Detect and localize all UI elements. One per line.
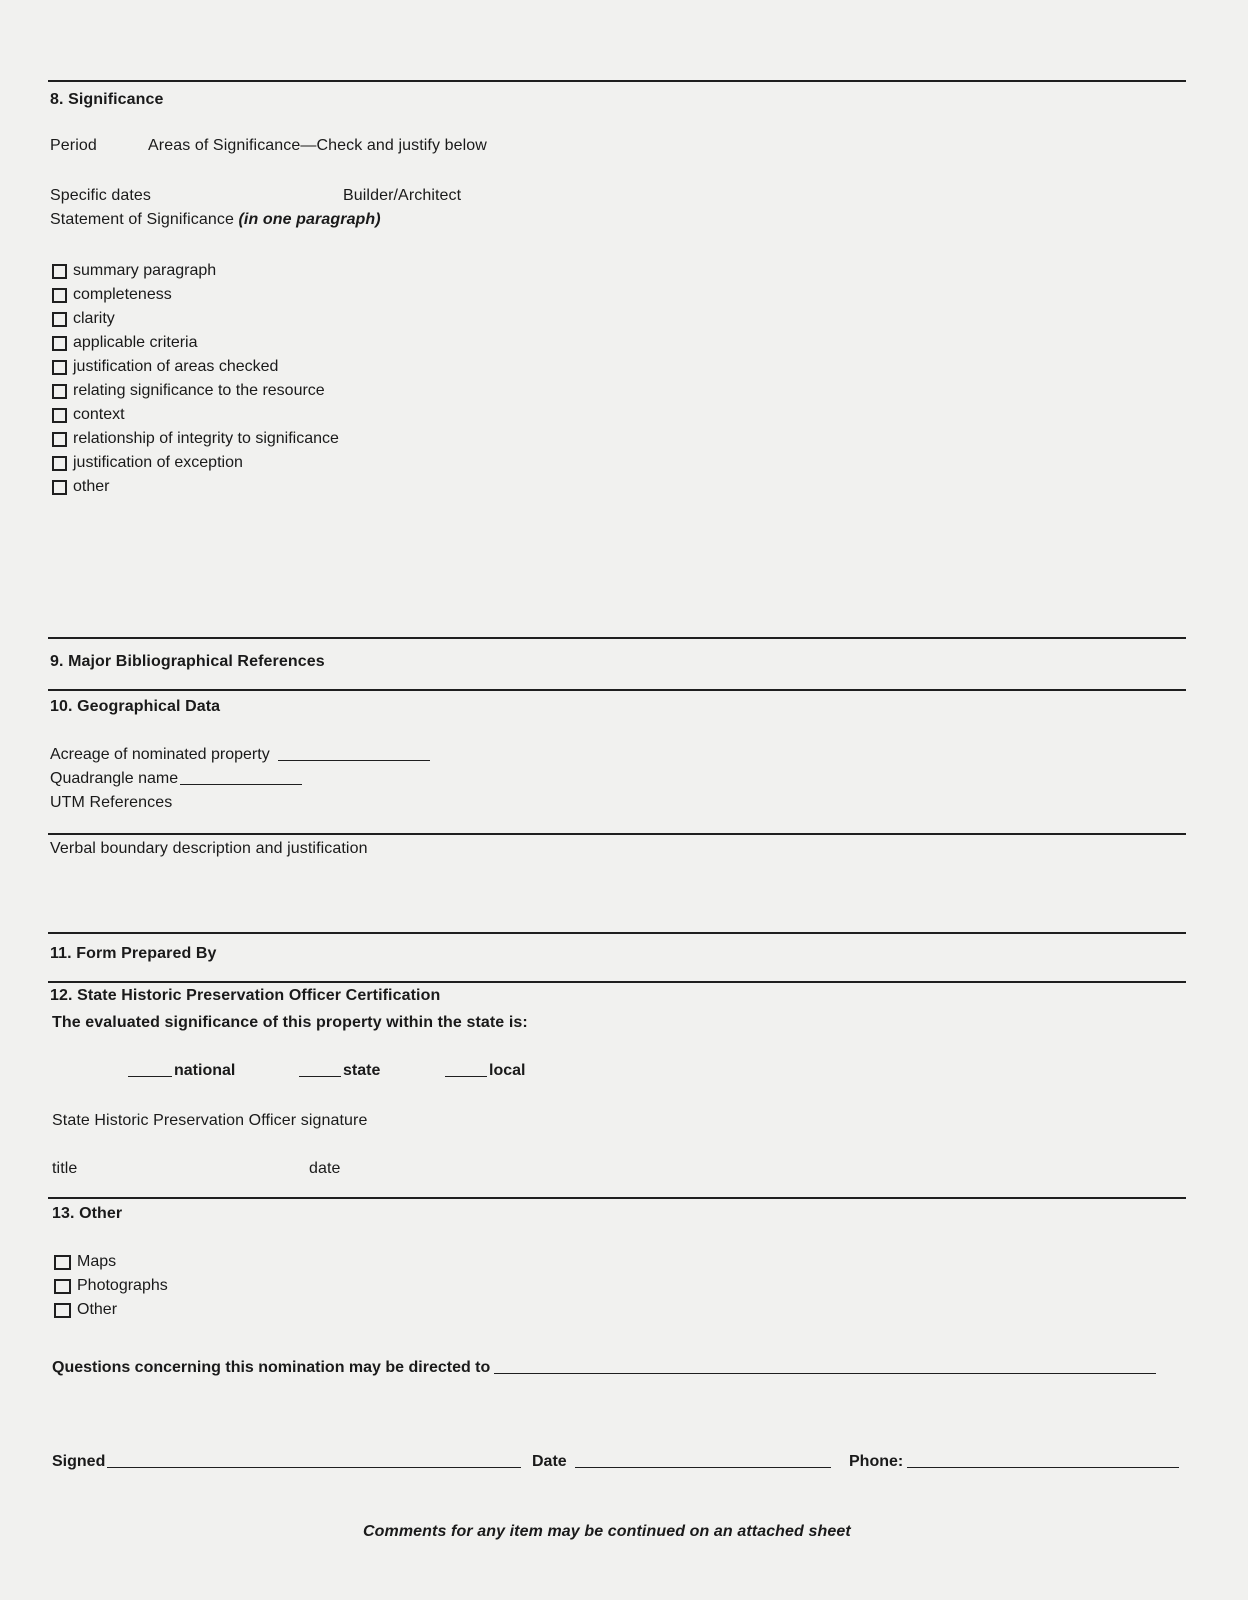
signed-label: Signed bbox=[52, 1453, 106, 1470]
section-divider bbox=[48, 1197, 1186, 1199]
checklist-item[interactable] bbox=[52, 406, 125, 424]
acreage-row bbox=[50, 746, 430, 764]
statement-label: Statement of Significance bbox=[50, 211, 234, 228]
areas-of-significance-label: Areas of Significance—Check and justify below bbox=[148, 137, 487, 154]
checklist-label: relationship of integrity to significance bbox=[73, 430, 339, 447]
acreage-label: Acreage of nominated property bbox=[50, 746, 270, 763]
checklist-label: context bbox=[73, 406, 125, 423]
utm-references-label: UTM References bbox=[50, 794, 173, 811]
other-item[interactable] bbox=[54, 1301, 117, 1319]
checkbox[interactable] bbox=[52, 264, 67, 279]
checklist-item[interactable] bbox=[52, 334, 198, 352]
quadrangle-label: Quadrangle name bbox=[50, 770, 179, 787]
section-12-heading: 12. State Historic Preservation Officer Certification bbox=[50, 987, 441, 1004]
statement-note: (in one paragraph) bbox=[238, 211, 381, 228]
title-label: title bbox=[52, 1160, 78, 1177]
quadrangle-row bbox=[50, 770, 302, 788]
checklist-item[interactable] bbox=[52, 454, 243, 472]
section-11-heading: 11. Form Prepared By bbox=[50, 945, 217, 962]
section-9-heading: 9. Major Bibliographical References bbox=[50, 653, 325, 670]
checklist-item[interactable] bbox=[52, 358, 278, 376]
level-national[interactable] bbox=[128, 1062, 235, 1080]
local-blank[interactable] bbox=[445, 1075, 487, 1077]
checkbox[interactable] bbox=[52, 408, 67, 423]
other-item-label: Photographs bbox=[77, 1277, 168, 1294]
section-divider bbox=[48, 932, 1186, 934]
date-field[interactable] bbox=[575, 1466, 831, 1468]
checkbox[interactable] bbox=[54, 1279, 71, 1294]
questions-label: Questions concerning this nomination may be directed to bbox=[52, 1359, 491, 1376]
contact-field[interactable] bbox=[494, 1372, 1156, 1374]
checklist-item[interactable] bbox=[52, 286, 172, 304]
other-item-label: Other bbox=[77, 1301, 118, 1318]
shpo-signature-label: State Historic Preservation Officer signature bbox=[52, 1112, 368, 1129]
checklist-item[interactable] bbox=[52, 430, 339, 448]
checklist-item[interactable] bbox=[52, 478, 109, 496]
checkbox[interactable] bbox=[52, 384, 67, 399]
section-divider bbox=[48, 833, 1186, 835]
checkbox[interactable] bbox=[52, 312, 67, 327]
quadrangle-field[interactable] bbox=[180, 783, 302, 785]
checkbox[interactable] bbox=[52, 336, 67, 351]
national-label: national bbox=[174, 1062, 236, 1079]
signed-field[interactable] bbox=[107, 1466, 521, 1468]
state-label: state bbox=[343, 1062, 381, 1079]
other-item[interactable] bbox=[54, 1277, 168, 1295]
other-item-label: Maps bbox=[77, 1253, 117, 1270]
signature-row bbox=[52, 1453, 521, 1471]
local-label: local bbox=[489, 1062, 526, 1079]
acreage-field[interactable] bbox=[278, 759, 430, 761]
checkbox[interactable] bbox=[52, 288, 67, 303]
statement-of-significance-label bbox=[50, 211, 381, 229]
phone-row bbox=[849, 1453, 1179, 1471]
date-label: date bbox=[309, 1160, 341, 1177]
level-local[interactable] bbox=[445, 1062, 525, 1080]
section-divider bbox=[48, 637, 1186, 639]
section-divider bbox=[48, 981, 1186, 983]
checklist-item[interactable] bbox=[52, 310, 115, 328]
checklist-label: summary paragraph bbox=[73, 262, 217, 279]
verbal-boundary-label: Verbal boundary description and justification bbox=[50, 840, 368, 857]
specific-dates-label: Specific dates bbox=[50, 187, 152, 204]
level-state[interactable] bbox=[299, 1062, 380, 1080]
checklist-label: completeness bbox=[73, 286, 172, 303]
section-divider bbox=[48, 80, 1186, 82]
checkbox[interactable] bbox=[52, 480, 67, 495]
section-13-heading: 13. Other bbox=[52, 1205, 123, 1222]
checkbox[interactable] bbox=[52, 432, 67, 447]
footer-note: Comments for any item may be continued on an attached sheet bbox=[363, 1523, 851, 1540]
phone-label: Phone: bbox=[849, 1453, 904, 1470]
state-blank[interactable] bbox=[299, 1075, 341, 1077]
checklist-label: clarity bbox=[73, 310, 115, 327]
other-item[interactable] bbox=[54, 1253, 116, 1271]
evaluated-significance-text: The evaluated significance of this property within the state is: bbox=[52, 1014, 528, 1031]
checkbox[interactable] bbox=[54, 1303, 71, 1318]
date-label-bottom: Date bbox=[532, 1453, 567, 1470]
date-row bbox=[532, 1453, 831, 1471]
checklist-label: other bbox=[73, 478, 110, 495]
questions-row bbox=[52, 1359, 1156, 1377]
checklist-item[interactable] bbox=[52, 382, 325, 400]
section-10-heading: 10. Geographical Data bbox=[50, 698, 221, 715]
checkbox[interactable] bbox=[52, 360, 67, 375]
checklist-label: applicable criteria bbox=[73, 334, 198, 351]
builder-architect-label: Builder/Architect bbox=[343, 187, 462, 204]
period-label: Period bbox=[50, 137, 97, 154]
section-8-heading: 8. Significance bbox=[50, 91, 164, 108]
national-blank[interactable] bbox=[128, 1075, 172, 1077]
phone-field[interactable] bbox=[907, 1466, 1179, 1468]
section-divider bbox=[48, 689, 1186, 691]
checkbox[interactable] bbox=[54, 1255, 71, 1270]
checklist-label: relating significance to the resource bbox=[73, 382, 325, 399]
checkbox[interactable] bbox=[52, 456, 67, 471]
checklist-item[interactable] bbox=[52, 262, 216, 280]
checklist-label: justification of areas checked bbox=[73, 358, 279, 375]
checklist-label: justification of exception bbox=[73, 454, 243, 471]
